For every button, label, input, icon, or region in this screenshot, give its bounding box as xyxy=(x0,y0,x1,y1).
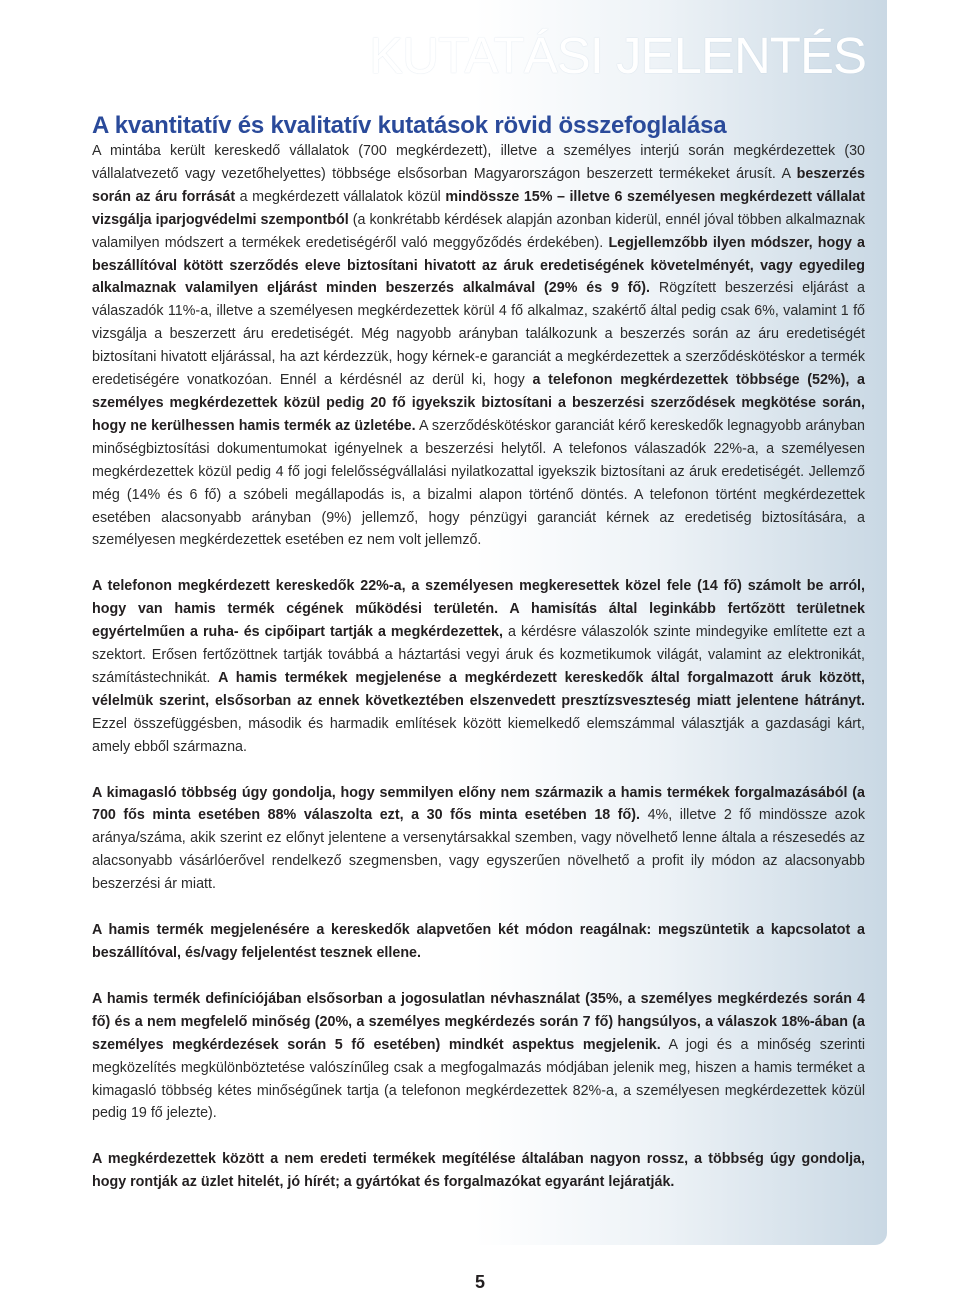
paragraph-perception xyxy=(92,1148,865,1194)
text-segment: (a konkrétabb kérdések alapján azonban kiderül, ennél jóval többen alkalmaznak valamilyen módszert a termékek eredetiségéről való meggyőződés érdekében). xyxy=(92,211,865,251)
paragraph-counterfeit-presence xyxy=(92,575,865,758)
section-heading: A kvantitatív és kvalitatív kutatások rövid összefoglalása xyxy=(92,112,727,139)
text-segment: a kérdésre válaszolók szinte mindegyike említette ezt a szektort. Erősen fertőzöttnek tartják továbbá a háztartási vegyi áruk és kozmetikumok világát, valamint az elektronikát, számítástechnikát. xyxy=(92,624,865,686)
report-header-title: KUTATÁSI JELENTÉS xyxy=(369,27,866,84)
paragraph-reaction xyxy=(92,919,865,965)
bold-text-segment: A telefonon megkérdezett kereskedők 22%-a, a személyesen megkeresettek közel fele (14 fő) számolt be arról, hogy van hamis termék cégének működési területén. A hamisítás által leginkább fertőzött területnek egyértelműen a ruha- és cipőipart tartják a megkérdezettek, xyxy=(92,578,865,641)
bold-text-segment: mindössze 15% – illetve 6 személyesen megkérdezett vállalat vizsgálja iparjogvédelmi szempontból xyxy=(92,188,865,228)
text-segment: 4%, illetve 2 fő mindössze azok aránya/száma, akik szerint ez előnyt jelentene a versenytársakkal szemben, vagy növelhető lenne általa a részesedés az alacsonyabb vásárlóerővel rendelkező szegmensben, vagy egyszerűen növelhető a profit ily módon az alacsonyabb beszerzési ár miatt. xyxy=(92,807,865,893)
paragraph-sourcing xyxy=(92,140,865,552)
bold-text-segment: A hamis termék definíciójában elsősorban a jogosulatlan névhasználat (35%, a személyes megkérdezés során 4 fő) és a nem megfelelő minőség (20%, a személyes megkérdezés során 7 fő) hangsúlyos, a válaszok 18%-ában (a személyes megkérdezések során 5 fő esetében) mindkét aspektus megjelenik. xyxy=(92,990,865,1053)
bold-text-segment: A hamis termékek megjelenése a megkérdezett kereskedők által forgalmazott áruk között, vélelmük szerint, elsősorban az ennek következtében elszenvedett presztízsveszteség miatt jelentene hátrányt. xyxy=(92,669,865,709)
bold-text-segment: A hamis termék megjelenésére a kereskedők alapvetően két módon reagálnak: megszüntetik a kapcsolatot a beszállítóval, és/vagy feljelentést tesznek ellene. xyxy=(92,922,865,961)
text-segment: A jogi és a minőség szerinti megközelítés megkülönböztetése valószínűleg csak a megfogalmazás módjában jelenik meg, hiszen a hamis terméket a kimagasló többség kétes minőségűnek tartja (a telefonon megkérdezettek 82%-a, a személyesen megkérdezettek közül pedig 19 fő jelezte). xyxy=(92,1036,865,1122)
report-body xyxy=(92,140,865,1194)
bold-text-segment: Legjellemzőbb ilyen módszer, hogy a beszállítóval kötött szerződés eleve biztosítani hivatott az áruk eredetiségének követelményét, vagy egyedileg alkalmaznak valamilyen eljárást minden beszerzés alkalmával (29% és 9 fő). xyxy=(92,234,865,297)
bold-text-segment: beszerzés során az áru forrását xyxy=(92,165,865,205)
text-segment: A szerződéskötéskor garanciát kérő kereskedők legnagyobb arányban minőségbiztosítási dokumentumokat igényelnek a beszerzési helytől. A telefonos válaszadók 22%-a, a személyesen megkérdezettek közül pedig 4 fő jogi felelősségvállalási nyilatkozattal igyekszik biztosítani az áruk eredetiségét. Jellemző még (14% és 6 fő) a szóbeli megállapodás is, a bizalmi alapon történő döntés. A telefonon történt megkérdezettek esetében alacsonyabb arányban (9%) jellemző, hogy pénzügyi garanciát kérnek az eredetiség biztosítására, a személyesen megkérdezettek esetében ez nem volt jellemző. xyxy=(92,417,865,549)
bold-text-segment: a telefonon megkérdezettek többsége (52%), a személyes megkérdezettek közül pedig 20 fő igyekszik biztosítani a beszerzési szerződések megkötése során, hogy ne kerülhessen hamis termék az üzletébe. xyxy=(92,372,865,434)
text-segment: Ezzel összefüggésben, második és harmadik említések között kiemelkedő elemszámmal választják a gazdasági kárt, amely ebből származna. xyxy=(92,715,865,755)
text-segment: a megkérdezett vállalatok közül xyxy=(235,188,446,205)
bold-text-segment: A megkérdezettek között a nem eredeti termékek megítélése általában nagyon rossz, a többség úgy gondolja, hogy rontják az üzlet hitelét, jó hírét; a gyártókat és forgalmazókat egyaránt lejáratják. xyxy=(92,1151,865,1191)
text-segment: A mintába került kereskedő vállalatok (700 megkérdezett), illetve a személyes interjú során megkérdezettek (30 vállalatvezető vagy vezetőhelyettes) többsége elsősorban Magyarországon beszerzett termékeket árusít. A xyxy=(92,143,865,182)
page-number: 5 xyxy=(474,1272,485,1292)
paragraph-definition xyxy=(92,988,865,1125)
paragraph-no-advantage xyxy=(92,782,865,897)
bold-text-segment: A kimagasló többség úgy gondolja, hogy semmilyen előny nem származik a hamis termékek forgalmazásából (a 700 fős minta esetében 88% válaszolta ezt, a 30 fős minta esetében 18 fő). xyxy=(92,784,865,824)
text-segment: Rögzített beszerzési eljárást a válaszadók 11%-a, illetve a személyesen megkérdezettek körül 4 fő alkalmaz, szakértő által pedig csak 6%, valamint 1 fő vizsgálja a beszerzett áru eredetiségét. Még nagyobb arányban találkozunk a beszerzés során az áru eredetiségét biztosítani hivatott eljárással, ha azt kérdezzük, hogy kérnek-e garanciát a megkérdezettek a szerződéskötéskor a termék eredetiségére vonatkozóan. Ennél a kérdésnél az derül ki, hogy xyxy=(92,280,866,389)
